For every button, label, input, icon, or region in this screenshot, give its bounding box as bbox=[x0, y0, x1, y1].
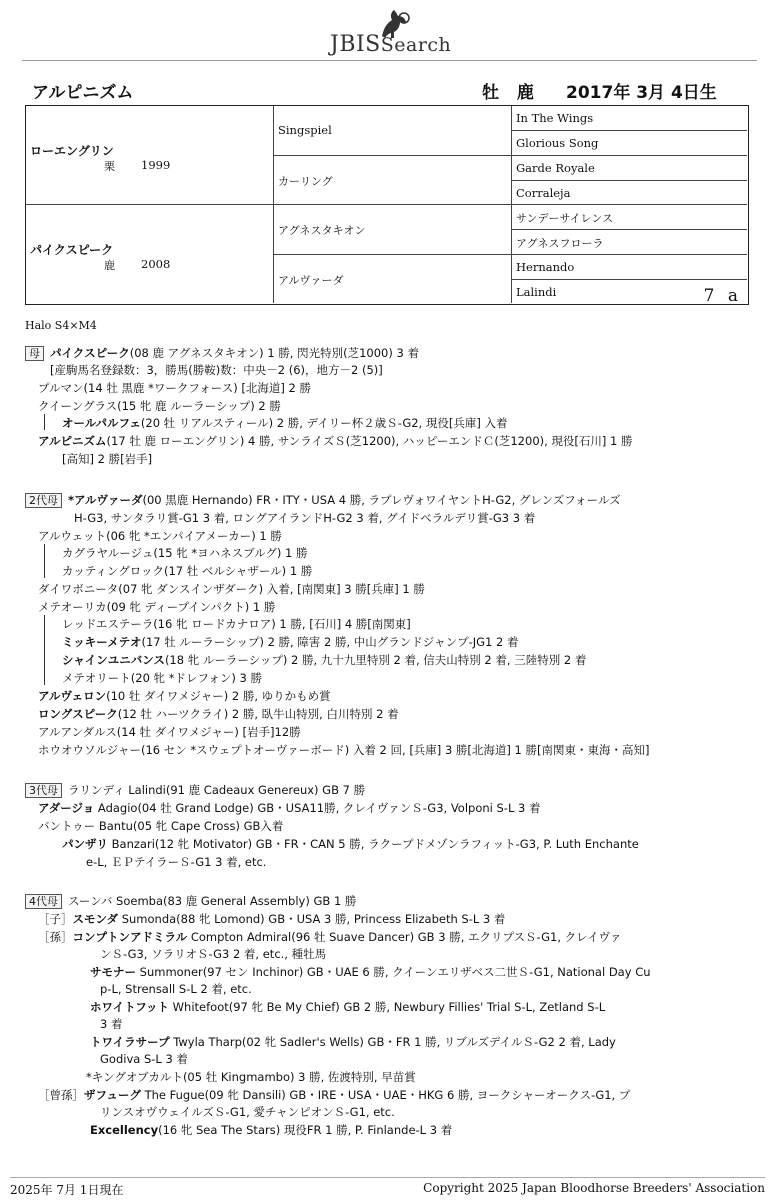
dam1-line-2: プルマン(14 牡 黒鹿 *ワークフォース) [北海道] 2 勝 bbox=[38, 381, 311, 395]
dam2-line-11: アルヴェロン(10 牡 ダイワメジャー) 2 勝, ゆりかもめ賞 bbox=[38, 689, 331, 703]
dam1-line-6: [高知] 2 勝[岩手] bbox=[62, 452, 153, 466]
dam2-horse[interactable]: *アルヴァーダ bbox=[68, 493, 143, 507]
dam4-line-10: *キングオブカルト(05 牡 Kingmambo) 3 勝, 佐渡特別, 早苗賞 bbox=[86, 1070, 416, 1084]
dam3-horse-3[interactable]: パンザリ bbox=[62, 837, 108, 851]
pedigree-ssd[interactable]: Glorious Song bbox=[516, 136, 599, 150]
dam4-line-2: ［孫］コンプトンアドミラル Compton Admiral(96 牡 Suave Dancer) GB 3 勝, エクリプスＳ-G1, クレイヴァ bbox=[38, 930, 622, 944]
dam2-line-7: レッドエステーラ(16 牝 ロードカナロア) 1 勝, [石川] 4 勝[南関東] bbox=[62, 617, 411, 631]
header-divider bbox=[22, 60, 757, 61]
pedigree-table bbox=[25, 105, 749, 305]
dam2-line-4: カッティングロック(17 牡 ベルシャザール) 1 勝 bbox=[62, 564, 313, 578]
dam1-horse[interactable]: パイクスピーク bbox=[50, 346, 130, 360]
dam2-line-2: アルウェット(06 牝 *エンパイアメーカー) 1 勝 bbox=[38, 529, 282, 543]
dam4-line-6: ホワイトフット Whitefoot(97 牝 Be My Chief) GB 2 勝, Newbury Fillies' Trial S-L, Zetland S-L bbox=[90, 1000, 606, 1014]
dam1-horse-5[interactable]: アルピニズム bbox=[38, 434, 107, 448]
horse-title bbox=[30, 78, 750, 103]
dam2-line-8: ミッキーメテオ(17 牡 ルーラーシップ) 2 勝, 障害 2 勝, 中山グランドジャンプ-JG1 2 着 bbox=[62, 635, 519, 649]
dam4-line-1: ［子］スモンダ Sumonda(88 牝 Lomond) GB・USA 3 勝, Princess Elizabeth S-L 3 着 bbox=[38, 912, 506, 926]
dam1-line-3: クイーングラス(15 牝 鹿 ルーラーシップ) 2 勝 bbox=[38, 399, 281, 413]
dam1-line-0: 母 パイクスピーク(08 鹿 アグネスタキオン) 1 勝, 閃光特別(芝1000) 3 着 bbox=[25, 345, 419, 361]
horse-sex-color: 牡 鹿 bbox=[482, 83, 540, 103]
dam-year: 2008 bbox=[141, 257, 171, 271]
horse-birth: 2017年 3月 4日生 bbox=[566, 83, 717, 103]
dam4-horse-8[interactable]: トワイラサープ bbox=[90, 1035, 170, 1049]
pedigree-dds[interactable]: Hernando bbox=[516, 260, 575, 274]
dam2-tag: 2代母 bbox=[25, 493, 62, 508]
dam3-line-2: バントゥー Bantu(05 牝 Cape Cross) GB入着 bbox=[38, 819, 284, 833]
dam2-line-3: カグラヤルージュ(15 牝 *ヨハネスブルグ) 1 勝 bbox=[62, 546, 308, 560]
dam-color: 鹿 bbox=[104, 259, 115, 272]
dam2-horse-9[interactable]: シャインユニバンス bbox=[62, 653, 165, 667]
pedigree-dsd[interactable]: アグネスフローラ bbox=[516, 237, 604, 250]
dam3-line-3: パンザリ Banzari(12 牝 Motivator) GB・FR・CAN 5 勝, ラクープドメゾンラフィット-G3, P. Luth Enchante bbox=[62, 837, 639, 851]
sire-name[interactable]: ローエングリン bbox=[30, 144, 114, 158]
family-number: 7 a bbox=[703, 286, 742, 306]
dam4-horse-13[interactable]: Excellency bbox=[90, 1123, 159, 1137]
dam2-line-0: 2代母 *アルヴァーダ(00 黒鹿 Hernando) FR・ITY・USA 4 勝, ラプレヴォワイヤントH-G2, グレンズフォールズ bbox=[25, 492, 621, 508]
dam4-line-8: トワイラサープ Twyla Tharp(02 牝 Sadler's Wells) GB・FR 1 勝, リブルズデイルＳ-G2 2 着, Lady bbox=[90, 1035, 616, 1049]
dam4-horse-4[interactable]: サモナー bbox=[90, 965, 136, 979]
dam1-line-4: オールパルフェ(20 牡 リアルスティール) 2 勝, デイリー杯２歳Ｓ-G2, 現役[兵庫] 入着 bbox=[62, 416, 508, 430]
horse-name: アルピニズム bbox=[32, 83, 134, 103]
jbis-logo[interactable] bbox=[0, 6, 775, 57]
dam2-line-13: アルアンダルス(14 牡 ダイワメジャー) [岩手]12勝 bbox=[38, 725, 301, 739]
dam4-horse-2[interactable]: コンプトンアドミラル bbox=[72, 930, 188, 944]
dam4-line-7: 3 着 bbox=[100, 1017, 123, 1031]
dam4-tag: 4代母 bbox=[25, 894, 62, 909]
inbreeding-note: Halo S4×M4 bbox=[25, 319, 97, 332]
dam4-horse-6[interactable]: ホワイトフット bbox=[90, 1000, 170, 1014]
dam4-line-13: Excellency(16 牝 Sea The Stars) 現役FR 1 勝, P. Finlande-L 3 着 bbox=[90, 1123, 453, 1137]
dam3-line-1: アダージョ Adagio(04 牡 Grand Lodge) GB・USA11勝, クレイヴァンＳ-G3, Volponi S-L 3 着 bbox=[38, 801, 541, 815]
dam2-line-10: メテオリート(20 牝 *ドレフォン) 3 勝 bbox=[62, 671, 262, 685]
dam1-tag: 母 bbox=[25, 346, 44, 361]
dam1-line-1: [産駒馬名登録数：3，勝馬(勝鞍)数：中央－2 (6)，地方－2 (5)] bbox=[50, 363, 383, 377]
dam3-tag: 3代母 bbox=[25, 783, 62, 798]
dam2-line-1: H-G3, サンタラリ賞-G1 3 着, ロングアイランドH-G2 3 着, グイドベラルデリ賞-G3 3 着 bbox=[74, 511, 536, 525]
pedigree-ddd[interactable]: Lalindi bbox=[516, 285, 557, 299]
dam2-horse-11[interactable]: アルヴェロン bbox=[38, 689, 107, 703]
dam4-line-12: リンスオヴウェイルズＳ-G1, 愛チャンピオンＳ-G1, etc. bbox=[100, 1105, 395, 1119]
logo-text-search: Search bbox=[380, 34, 452, 56]
footer-copyright: Copyright 2025 Japan Bloodhorse Breeders' Association bbox=[423, 1181, 765, 1195]
dam3-line-0: 3代母 ラリンディ Lalindi(91 鹿 Cadeaux Genereux) GB 7 勝 bbox=[25, 782, 365, 798]
pedigree-dd[interactable]: アルヴァーダ bbox=[278, 274, 344, 287]
pedigree-dss[interactable]: サンデーサイレンス bbox=[516, 212, 614, 225]
footer-date: 2025年 7月 1日現在 bbox=[10, 1183, 124, 1197]
dam1-line-5: アルピニズム(17 牡 鹿 ローエングリン) 4 勝, サンライズＳ(芝1200), ハッピーエンドＣ(芝1200), 現役[石川] 1 勝 bbox=[38, 434, 633, 448]
dam4-line-11: ［曾孫］ザフューグ The Fugue(09 牝 Dansili) GB・IRE・USA・UAE・HKG 6 勝, ヨークシャーオークス-G1, プ bbox=[38, 1088, 631, 1102]
pedigree-sdd[interactable]: Corraleja bbox=[516, 186, 571, 200]
dam2-line-5: ダイワボニータ(07 牝 ダンスインザダーク) 入着, [南関東] 3 勝[兵庫] 1 勝 bbox=[38, 582, 425, 596]
dam2-line-14: ホウオウソルジャー(16 セン *スウェプトオーヴァーボード) 入着 2 回, [兵庫] 3 勝[北海道] 1 勝[南関東・東海・高知] bbox=[38, 743, 650, 757]
pedigree-ss[interactable]: Singspiel bbox=[278, 123, 332, 137]
sire-color: 栗 bbox=[104, 160, 115, 173]
dam4-line-4: サモナー Summoner(97 セン Inchinor) GB・UAE 6 勝, クイーンエリザベス二世Ｓ-G1, National Day Cu bbox=[90, 965, 651, 979]
dam2-line-12: ロングスピーク(12 牡 ハーツクライ) 2 勝, 臥牛山特別, 白川特別 2 着 bbox=[38, 707, 399, 721]
dam-name[interactable]: パイクスピーク bbox=[30, 243, 114, 257]
pedigree-sds[interactable]: Garde Royale bbox=[516, 161, 595, 175]
dam4-line-0: 4代母 スーンバ Soemba(83 鹿 General Assembly) GB 1 勝 bbox=[25, 893, 356, 909]
dam3-line-4: e-L, ＥＰテイラーＳ-G1 3 着, etc. bbox=[86, 855, 267, 869]
dam4-line-3: ンＳ-G3, ソラリオＳ-G3 2 着, etc., 種牡馬 bbox=[100, 947, 327, 961]
footer-divider bbox=[10, 1177, 765, 1178]
pedigree-sss[interactable]: In The Wings bbox=[516, 111, 594, 125]
dam4-horse-11[interactable]: ザフューグ bbox=[84, 1088, 141, 1102]
dam2-line-6: メテオーリカ(09 牝 ディープインパクト) 1 勝 bbox=[38, 600, 276, 614]
dam2-horse-12[interactable]: ロングスピーク bbox=[38, 707, 118, 721]
dam4-line-5: p-L, Strensall S-L 2 着, etc. bbox=[100, 982, 252, 996]
pedigree-sd[interactable]: カーリング bbox=[278, 175, 333, 188]
dam4-line-9: Godiva S-L 3 着 bbox=[100, 1052, 188, 1066]
dam1-horse-4[interactable]: オールパルフェ bbox=[62, 416, 141, 430]
dam3-horse-1[interactable]: アダージョ bbox=[38, 801, 95, 815]
dam2-horse-8[interactable]: ミッキーメテオ bbox=[62, 635, 142, 649]
pedigree-ds[interactable]: アグネスタキオン bbox=[278, 224, 366, 237]
dam4-horse-1[interactable]: スモンダ bbox=[72, 912, 119, 926]
logo-text-jbis: JBIS bbox=[330, 32, 381, 57]
dam2-line-9: シャインユニバンス(18 牝 ルーラーシップ) 2 勝, 九十九里特別 2 着, 信夫山特別 2 着, 三陸特別 2 着 bbox=[62, 653, 587, 667]
sire-year: 1999 bbox=[141, 158, 171, 172]
